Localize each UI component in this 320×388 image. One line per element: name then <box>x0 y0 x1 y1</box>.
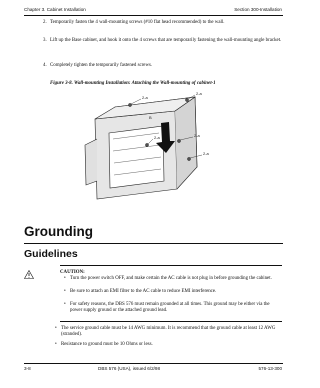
side-flange <box>85 139 97 185</box>
header-rule <box>24 15 283 16</box>
header-section: Section 300-Installation <box>234 7 282 12</box>
warning-icon <box>24 270 34 279</box>
footer-page-number: 3-8 <box>24 366 31 371</box>
footer-rule <box>24 363 283 364</box>
step-3 <box>43 38 282 44</box>
caution-item <box>64 302 282 313</box>
caution-bottom-rule <box>60 321 282 322</box>
caution-text: Be sure to attach an EMI filter to the AC cable to reduce EMI interference. <box>70 289 217 294</box>
caution-text: For safety reasons, the DBS 576 must remain grounded at all times. This ground may be either via the power supply ground or the attached ground lead. <box>70 302 270 313</box>
guideline-item <box>55 342 283 348</box>
step-2 <box>43 20 282 26</box>
caution-top-rule <box>60 265 282 266</box>
screw <box>178 140 181 143</box>
guideline-text: The service ground cable must be 14 AWG minimum. It is recommend that the ground cable at least 12 AWG (stranded). <box>61 326 276 337</box>
screw <box>129 104 132 107</box>
footer-document: DBS 576 (USA), issued 6/2/98 <box>98 366 161 371</box>
callout-label: 2-a <box>142 95 148 100</box>
callout-label: 2-a <box>194 133 200 138</box>
guideline-text: Resistance to ground must be 10 Ohms or less. <box>61 342 153 347</box>
bullet-icon: • <box>64 276 66 281</box>
screw <box>188 158 191 161</box>
caution-text: Turn the power switch OFF, and make certain the AC cable is not plug in before grounding the cabinet. <box>70 276 272 281</box>
wall-mount-illustration <box>75 89 235 202</box>
step-number: 3. <box>43 38 47 43</box>
callout-label: 2-a <box>196 91 202 96</box>
bullet-icon: • <box>55 326 57 331</box>
step-text: Temporarily fasten the 4 wall-mounting screws (#10 flat head recommended) to the wall. <box>50 20 225 25</box>
section-title: Grounding <box>24 224 93 239</box>
caution-item <box>64 289 282 295</box>
screw <box>186 99 189 102</box>
callout-label: 2-a <box>154 135 160 140</box>
step-number: 2. <box>43 20 47 25</box>
step-text: Lift up the Base cabinet, and hook it onto the 4 screws that are temporarily fastening the wall-mounting angle bracket. <box>50 38 282 43</box>
cabinet-side <box>175 97 197 189</box>
section-rule <box>24 243 283 244</box>
screw <box>146 144 149 147</box>
caution-title: CAUTION: <box>60 270 85 275</box>
bullet-icon: • <box>55 342 57 347</box>
step-number: 4. <box>43 63 47 68</box>
section-subtitle: Guidelines <box>24 248 78 260</box>
callout-label: 2-a <box>203 151 209 156</box>
header-chapter: Chapter 3. Cabinet Installation <box>24 7 86 12</box>
callout-label: B <box>149 115 152 120</box>
guideline-item <box>55 326 283 337</box>
step-4 <box>43 63 282 69</box>
bullet-icon: • <box>64 289 66 294</box>
footer-doc-id: 576-13-300 <box>258 366 282 371</box>
caution-item <box>64 276 282 282</box>
step-text: Completely tighten the temporarily fastened screws. <box>50 63 153 68</box>
figure-caption: Figure 3-8. Wall-mounting Installation: Attaching the Wall-mounting of cabinet-1 <box>50 81 216 86</box>
bullet-icon: • <box>64 302 66 307</box>
